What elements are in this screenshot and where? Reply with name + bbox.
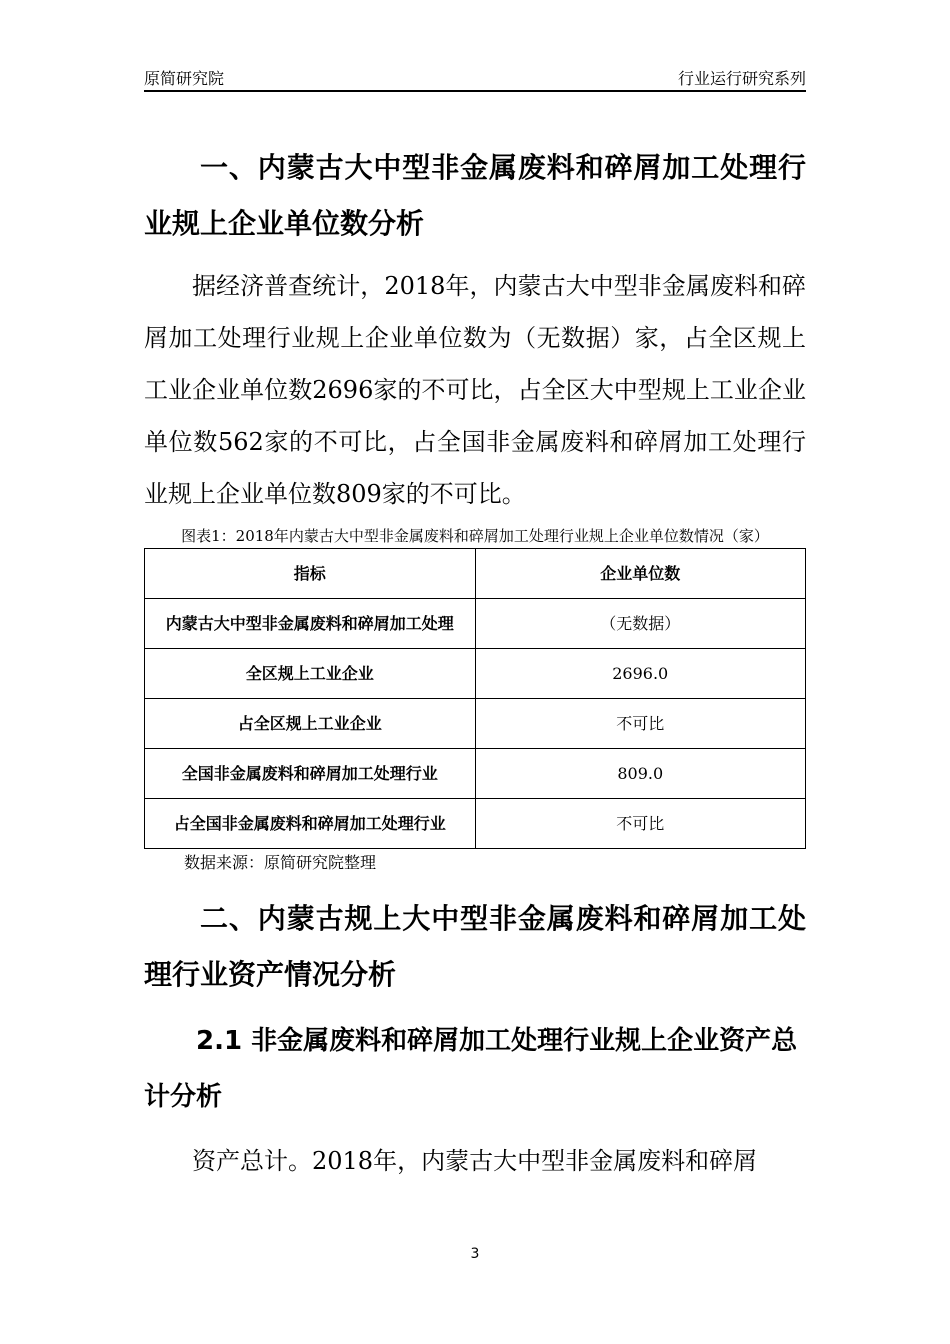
row-value: （无数据）	[475, 599, 806, 649]
document-body	[144, 140, 806, 1187]
row-indicator: 内蒙古大中型非金属废料和碎屑加工处理	[145, 599, 476, 649]
row-indicator: 占全区规上工业企业	[145, 699, 476, 749]
row-value: 不可比	[475, 699, 806, 749]
section2-title: 二、内蒙古规上大中型非金属废料和碎屑加工处理行业资产情况分析	[144, 902, 806, 991]
table-row	[145, 749, 806, 799]
header-series: 行业运行研究系列	[677, 69, 806, 88]
table-row	[145, 799, 806, 849]
section1-paragraph: 据经济普查统计，2018年，内蒙古大中型非金属废料和碎屑加工处理行业规上企业单位数为（无数据）家，占全区规上工业企业单位数2696家的不可比，占全区大中型规上工业企业单位数562家的不可比，占全国非金属废料和碎屑加工处理行业规上企业单位数809家的不可比。	[144, 272, 806, 508]
table1-caption: 图表1：2018年内蒙古大中型非金属废料和碎屑加工处理行业规上企业单位数情况（家）	[181, 527, 769, 545]
section2-1-subtitle: 2.1 非金属废料和碎屑加工处理行业规上企业资产总计分析	[144, 1026, 798, 1112]
section2-paragraph: 资产总计。2018年，内蒙古大中型非金属废料和碎屑	[192, 1147, 758, 1175]
section1-title: 一、内蒙古大中型非金属废料和碎屑加工处理行业规上企业单位数分析	[144, 151, 806, 240]
table1-source: 数据来源：原简研究院整理	[184, 853, 377, 872]
column-header-indicator: 指标	[145, 549, 476, 599]
row-indicator: 全区规上工业企业	[145, 649, 476, 699]
column-header-unit-count: 企业单位数	[475, 549, 806, 599]
row-value: 809.0	[475, 749, 806, 799]
page-header	[144, 60, 806, 92]
unit-count-table	[144, 548, 806, 849]
row-value: 2696.0	[475, 649, 806, 699]
row-indicator: 全国非金属废料和碎屑加工处理行业	[145, 749, 476, 799]
table-header-row	[145, 549, 806, 599]
row-indicator: 占全国非金属废料和碎屑加工处理行业	[145, 799, 476, 849]
table-row	[145, 649, 806, 699]
table-row	[145, 699, 806, 749]
header-publisher: 原简研究院	[144, 69, 225, 88]
page-number: 3	[470, 1246, 480, 1262]
table-row	[145, 599, 806, 649]
row-value: 不可比	[475, 799, 806, 849]
